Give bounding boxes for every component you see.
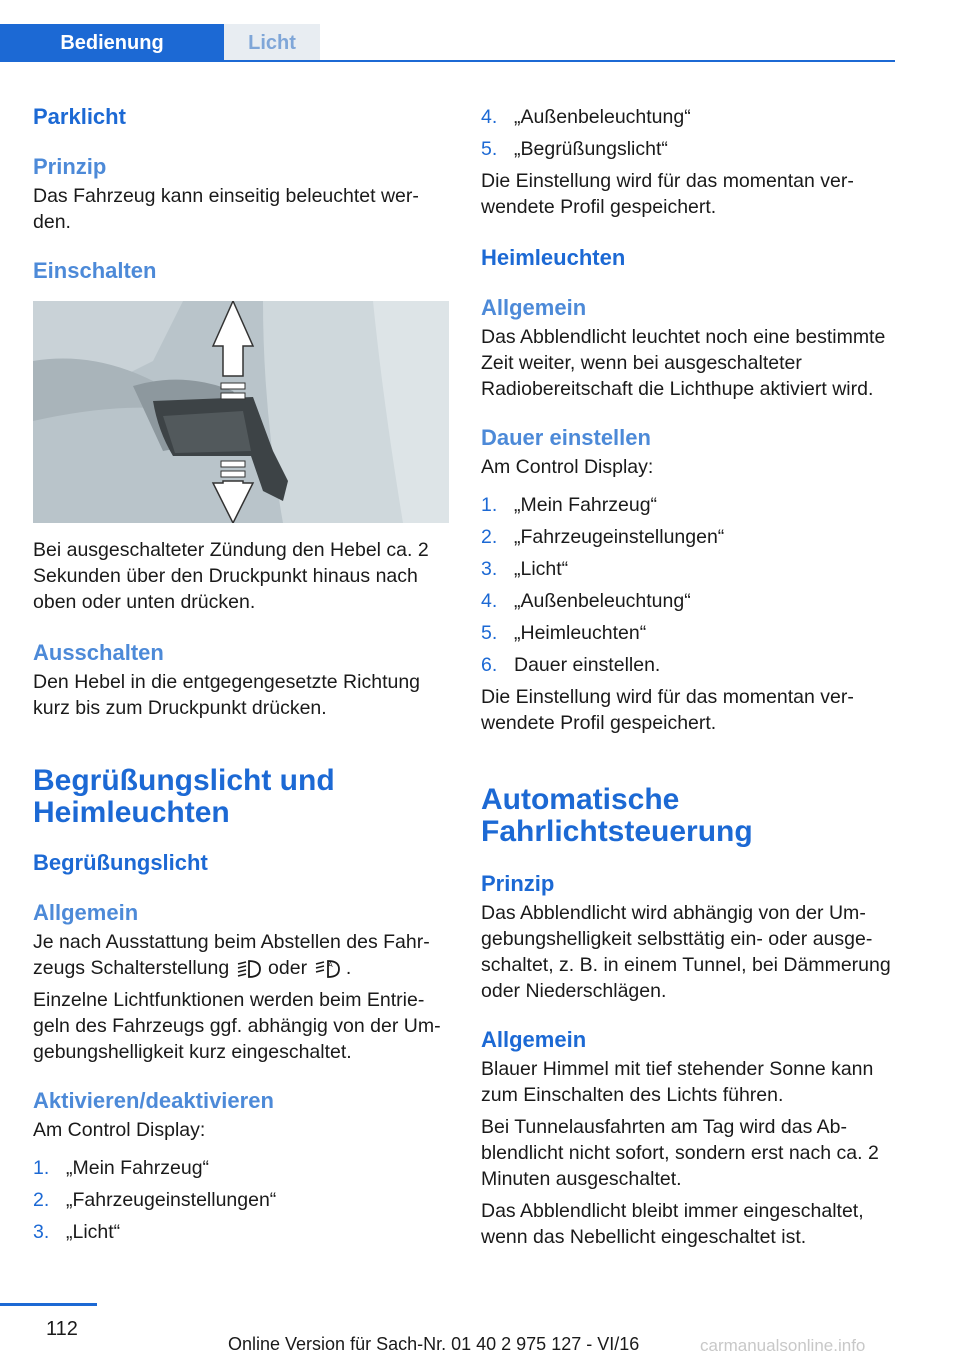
heading-ausschalten: Ausschalten	[33, 640, 164, 665]
step-number: 2.	[481, 526, 498, 548]
right-column	[481, 100, 897, 1250]
heading-auto-allgemein: Allgemein	[481, 1027, 587, 1052]
text-profil-2: Die Einstellung wird für das momentan verwendete Profil gespeichert.	[481, 686, 854, 734]
list-item	[33, 1155, 449, 1181]
footer-rule	[0, 1303, 97, 1306]
step-number: 5.	[481, 138, 498, 160]
heading-dauer: Dauer einstellen	[481, 425, 651, 450]
watermark: carmanualsonline.info	[700, 1336, 866, 1355]
tab-bedienung[interactable]: Bedienung	[0, 24, 224, 62]
step-number: 4.	[481, 106, 498, 128]
step-number: 2.	[33, 1189, 50, 1211]
text-ausschalten: Den Hebel in die entgegengesetzte Richtung kurz bis zum Druckpunkt drücken.	[33, 671, 421, 719]
text-heim-allgemein: Das Abblendlicht leuchtet noch eine bestimmte Zeit weiter, wenn bei ausgeschalteter Radiobereitschaft die Lichthupe aktiviert wird.	[481, 326, 886, 400]
list-item	[481, 652, 897, 678]
step-text: „Begrüßungslicht“	[514, 138, 668, 160]
section-title-automatische: Automatische Fahrlichtsteuerung	[481, 783, 753, 848]
step-number: 5.	[481, 622, 498, 644]
step-text: „Fahrzeugeinstellungen“	[514, 526, 725, 548]
steps-begruessung	[33, 1155, 449, 1245]
step-number: 1.	[33, 1157, 50, 1179]
heading-auto-prinzip: Prinzip	[481, 871, 555, 896]
step-number: 1.	[481, 494, 498, 516]
step-number: 3.	[481, 558, 498, 580]
list-item	[481, 104, 897, 130]
step-text: „Mein Fahrzeug“	[514, 494, 658, 516]
list-item	[481, 492, 897, 518]
steps-dauer	[481, 492, 897, 678]
step-text: „Außenbeleuchtung“	[514, 590, 691, 612]
step-text: „Heimleuchten“	[514, 622, 647, 644]
list-item	[481, 136, 897, 162]
heading-heimleuchten: Heimleuchten	[481, 245, 626, 270]
steps-begruessung-cont	[481, 104, 897, 162]
step-text: Dauer einstellen.	[514, 654, 661, 676]
auto-headlight-icon	[313, 958, 341, 980]
list-item	[481, 524, 897, 550]
step-number: 3.	[33, 1221, 50, 1243]
heading-einschalten: Einschalten	[33, 258, 157, 283]
text-auto-allgemein-3: Das Abblendlicht bleibt immer eingeschaltet, wenn das Nebellicht eingeschaltet ist.	[481, 1200, 864, 1248]
step-text: „Mein Fahrzeug“	[66, 1157, 210, 1179]
heading-begruessungslicht: Begrüßungslicht	[33, 850, 208, 875]
lever-illustration	[33, 301, 449, 523]
list-item	[33, 1187, 449, 1213]
list-item	[481, 556, 897, 582]
heading-aktivieren: Aktivieren/deaktivieren	[33, 1088, 274, 1113]
heading-allgemein: Allgemein	[33, 900, 139, 925]
heading-parklicht: Parklicht	[33, 104, 126, 129]
list-item	[33, 1219, 449, 1245]
left-column	[33, 100, 449, 1251]
list-item	[481, 588, 897, 614]
text-profil: Die Einstellung wird für das momentan verwendete Profil gespeichert.	[481, 170, 854, 218]
list-item	[481, 620, 897, 646]
online-version-text: Online Version für Sach-Nr. 01 40 2 975 127 - VI/16	[228, 1334, 640, 1354]
step-number: 6.	[481, 654, 498, 676]
header-rule	[0, 60, 895, 62]
text-auto-allgemein-2: Bei Tunnelausfahrten am Tag wird das Abblendlicht nicht sofort, sondern erst nach ca. 2 Minuten ausgeschaltet.	[481, 1116, 879, 1190]
text-allgemein-or: oder	[268, 957, 308, 979]
text-allgemein-a: Je nach Ausstattung beim Abstellen des Fahrzeugs Schalterstellung	[33, 931, 430, 979]
page-number: 112	[46, 1318, 78, 1340]
step-number: 4.	[481, 590, 498, 612]
section-title-begruessung: Begrüßungslicht und Heimleuchten	[33, 764, 335, 829]
lever-drawing	[33, 301, 449, 523]
text-allgemein	[33, 929, 449, 981]
svg-text:A: A	[327, 961, 333, 969]
heading-prinzip: Prinzip	[33, 154, 107, 179]
text-einschalten: Bei ausgeschalteter Zündung den Hebel ca. 2 Sekunden über den Druckpunkt hinaus nach oben oder unten drücken.	[33, 539, 429, 613]
step-text: „Licht“	[66, 1221, 121, 1243]
text-aktivieren: Am Control Display:	[33, 1119, 206, 1141]
step-text: „Fahrzeugeinstellungen“	[66, 1189, 277, 1211]
text-dauer: Am Control Display:	[481, 456, 654, 478]
tab-licht[interactable]: Licht	[224, 24, 320, 62]
text-allgemein-end: .	[345, 957, 352, 979]
step-text: „Licht“	[514, 558, 569, 580]
heading-heim-allgemein: Allgemein	[481, 295, 587, 320]
header-tabbar	[0, 0, 895, 62]
text-auto-prinzip: Das Abblendlicht wird abhängig von der Umgebungshelligkeit selbsttätig ein- oder ausgeschaltet, z. B. in einem Tunnel, bei Dämmerung oder Niederschlägen.	[481, 902, 891, 1002]
text-prinzip: Das Fahrzeug kann einseitig beleuchtet werden.	[33, 185, 419, 233]
low-beam-auto-icon	[235, 958, 263, 980]
step-text: „Außenbeleuchtung“	[514, 106, 691, 128]
text-allgemein-2: Einzelne Lichtfunktionen werden beim Entriegeln des Fahrzeugs ggf. abhängig von der Umgebungshelligkeit kurz eingeschaltet.	[33, 989, 441, 1063]
text-auto-allgemein-1: Blauer Himmel mit tief stehender Sonne kann zum Einschalten des Lichts führen.	[481, 1058, 874, 1106]
